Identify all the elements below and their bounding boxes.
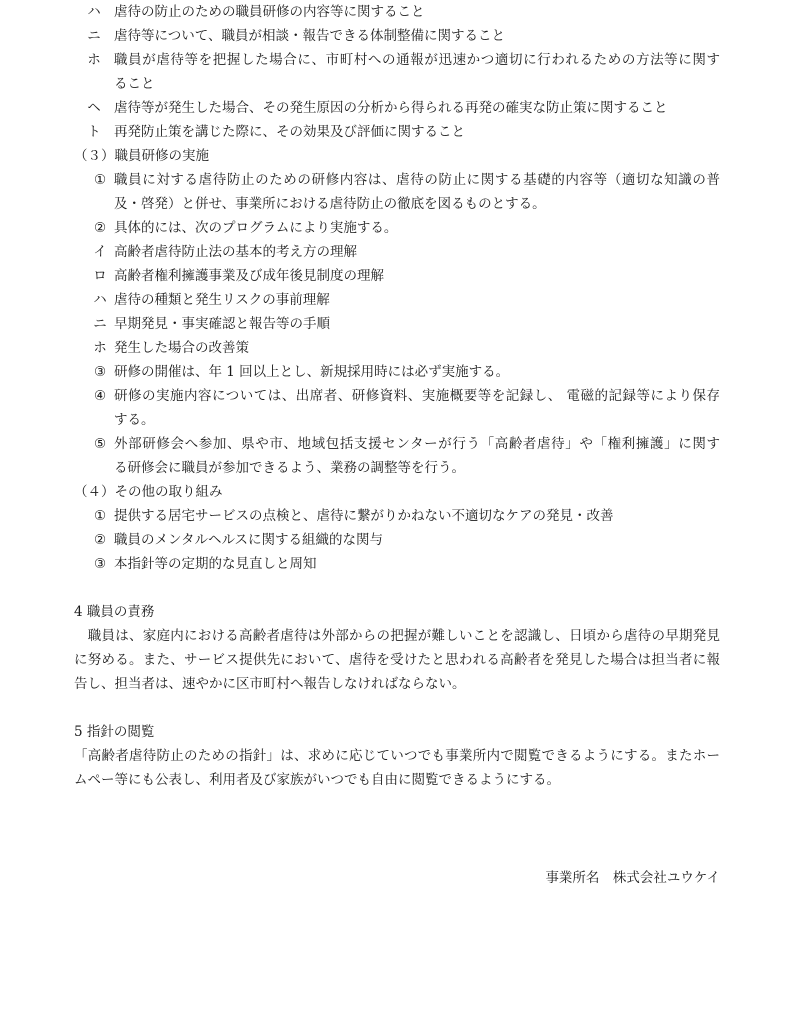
item-text: 職員に対する虐待防止のための研修内容は、虐待の防止に関する基礎的内容等（適切な知識の普: [114, 172, 720, 188]
item-marker: ②: [93, 220, 107, 236]
list-item-text: 再発防止策を講じた際に、その効果及び評価に関すること: [114, 124, 465, 140]
item-text: 提供する居宅サービスの点検と、虐待に繋がりかねない不適切なケアの発見・改善: [114, 508, 614, 524]
list-marker: ホ: [87, 52, 101, 68]
list-marker: ニ: [87, 28, 101, 44]
item-marker: ①: [93, 508, 107, 524]
list-item-text-cont: ること: [114, 76, 155, 92]
item-marker: ⑤: [93, 436, 107, 452]
paragraph-line: 告し、担当者は、速やかに区市町村へ報告しなければならない。: [74, 676, 466, 692]
program-text: 高齢者権利擁護事業及び成年後見制度の理解: [114, 268, 384, 284]
section-heading-4: （４）その他の取り組み: [74, 484, 223, 500]
paragraph-line: 職員は、家庭内における高齢者虐待は外部からの把握が難しいことを認識し、日頃から虐待の早期発見: [74, 628, 720, 644]
section-heading-3: （３）職員研修の実施: [74, 148, 209, 164]
program-text: 発生した場合の改善策: [114, 340, 249, 356]
program-marker: ニ: [93, 316, 107, 332]
item-text: 具体的には、次のプログラムにより実施する。: [114, 220, 398, 236]
program-text: 早期発見・事実確認と報告等の手順: [114, 316, 330, 332]
list-marker: ハ: [87, 4, 101, 20]
list-item-text: 虐待等について、職員が相談・報告できる体制整備に関すること: [114, 28, 505, 44]
item-text-cont: 及・啓発）と併せ、事業所における虐待防止の徹底を図るものとする。: [114, 196, 546, 212]
item-text: 外部研修会へ参加、県や市、地域包括支援センターが行う「高齢者虐待」や「権利擁護」に関す: [114, 436, 720, 452]
list-item-text: 職員が虐待等を把握した場合に、市町村への通報が迅速かつ適切に行われるための方法等に関す: [114, 52, 720, 68]
item-marker: ④: [93, 388, 107, 404]
item-marker: ③: [93, 556, 107, 572]
list-item-text: 虐待等が発生した場合、その発生原因の分析から得られる再発の確実な防止策に関すること: [114, 100, 668, 116]
business-name-signature: 事業所名 株式会社ユウケイ: [545, 870, 720, 886]
chapter-heading-4: 4 職員の責務: [74, 604, 155, 620]
item-marker: ②: [93, 532, 107, 548]
list-marker: ト: [87, 124, 101, 140]
program-text: 虐待の種類と発生リスクの事前理解: [114, 292, 330, 308]
item-text: 研修の実施内容については、出席者、研修資料、実施概要等を記録し、 電磁的記録等により保存: [114, 388, 720, 404]
list-item-text: 虐待の防止のための職員研修の内容等に関すること: [114, 4, 425, 20]
item-text: 職員のメンタルヘルスに関する組織的な関与: [114, 532, 384, 548]
item-text-cont: する。: [114, 412, 155, 428]
list-marker: ヘ: [87, 100, 101, 116]
item-text-cont: る研修会に職員が参加できるよう、業務の調整等を行う。: [114, 460, 465, 476]
chapter-heading-5: 5 指針の閲覧: [74, 724, 155, 740]
paragraph-line: ムペー等にも公表し、利用者及び家族がいつでも自由に閲覧できるようにする。: [74, 772, 560, 788]
program-marker: ホ: [93, 340, 107, 356]
program-marker: ハ: [93, 292, 107, 308]
program-marker: ロ: [93, 268, 107, 284]
item-text: 研修の開催は、年 1 回以上とし、新規採用時には必ず実施する。: [114, 364, 510, 380]
program-marker: イ: [93, 244, 107, 260]
paragraph-line: に努める。また、サービス提供先において、虐待を受けたと思われる高齢者を発見した場合は担当者に報: [74, 652, 720, 668]
paragraph-line: 「高齢者虐待防止のための指針」は、求めに応じていつでも事業所内で閲覧できるようにする。またホー: [74, 748, 720, 764]
item-marker: ③: [93, 364, 107, 380]
item-text: 本指針等の定期的な見直しと周知: [114, 556, 317, 572]
item-marker: ①: [93, 172, 107, 188]
program-text: 高齢者虐待防止法の基本的考え方の理解: [114, 244, 357, 260]
